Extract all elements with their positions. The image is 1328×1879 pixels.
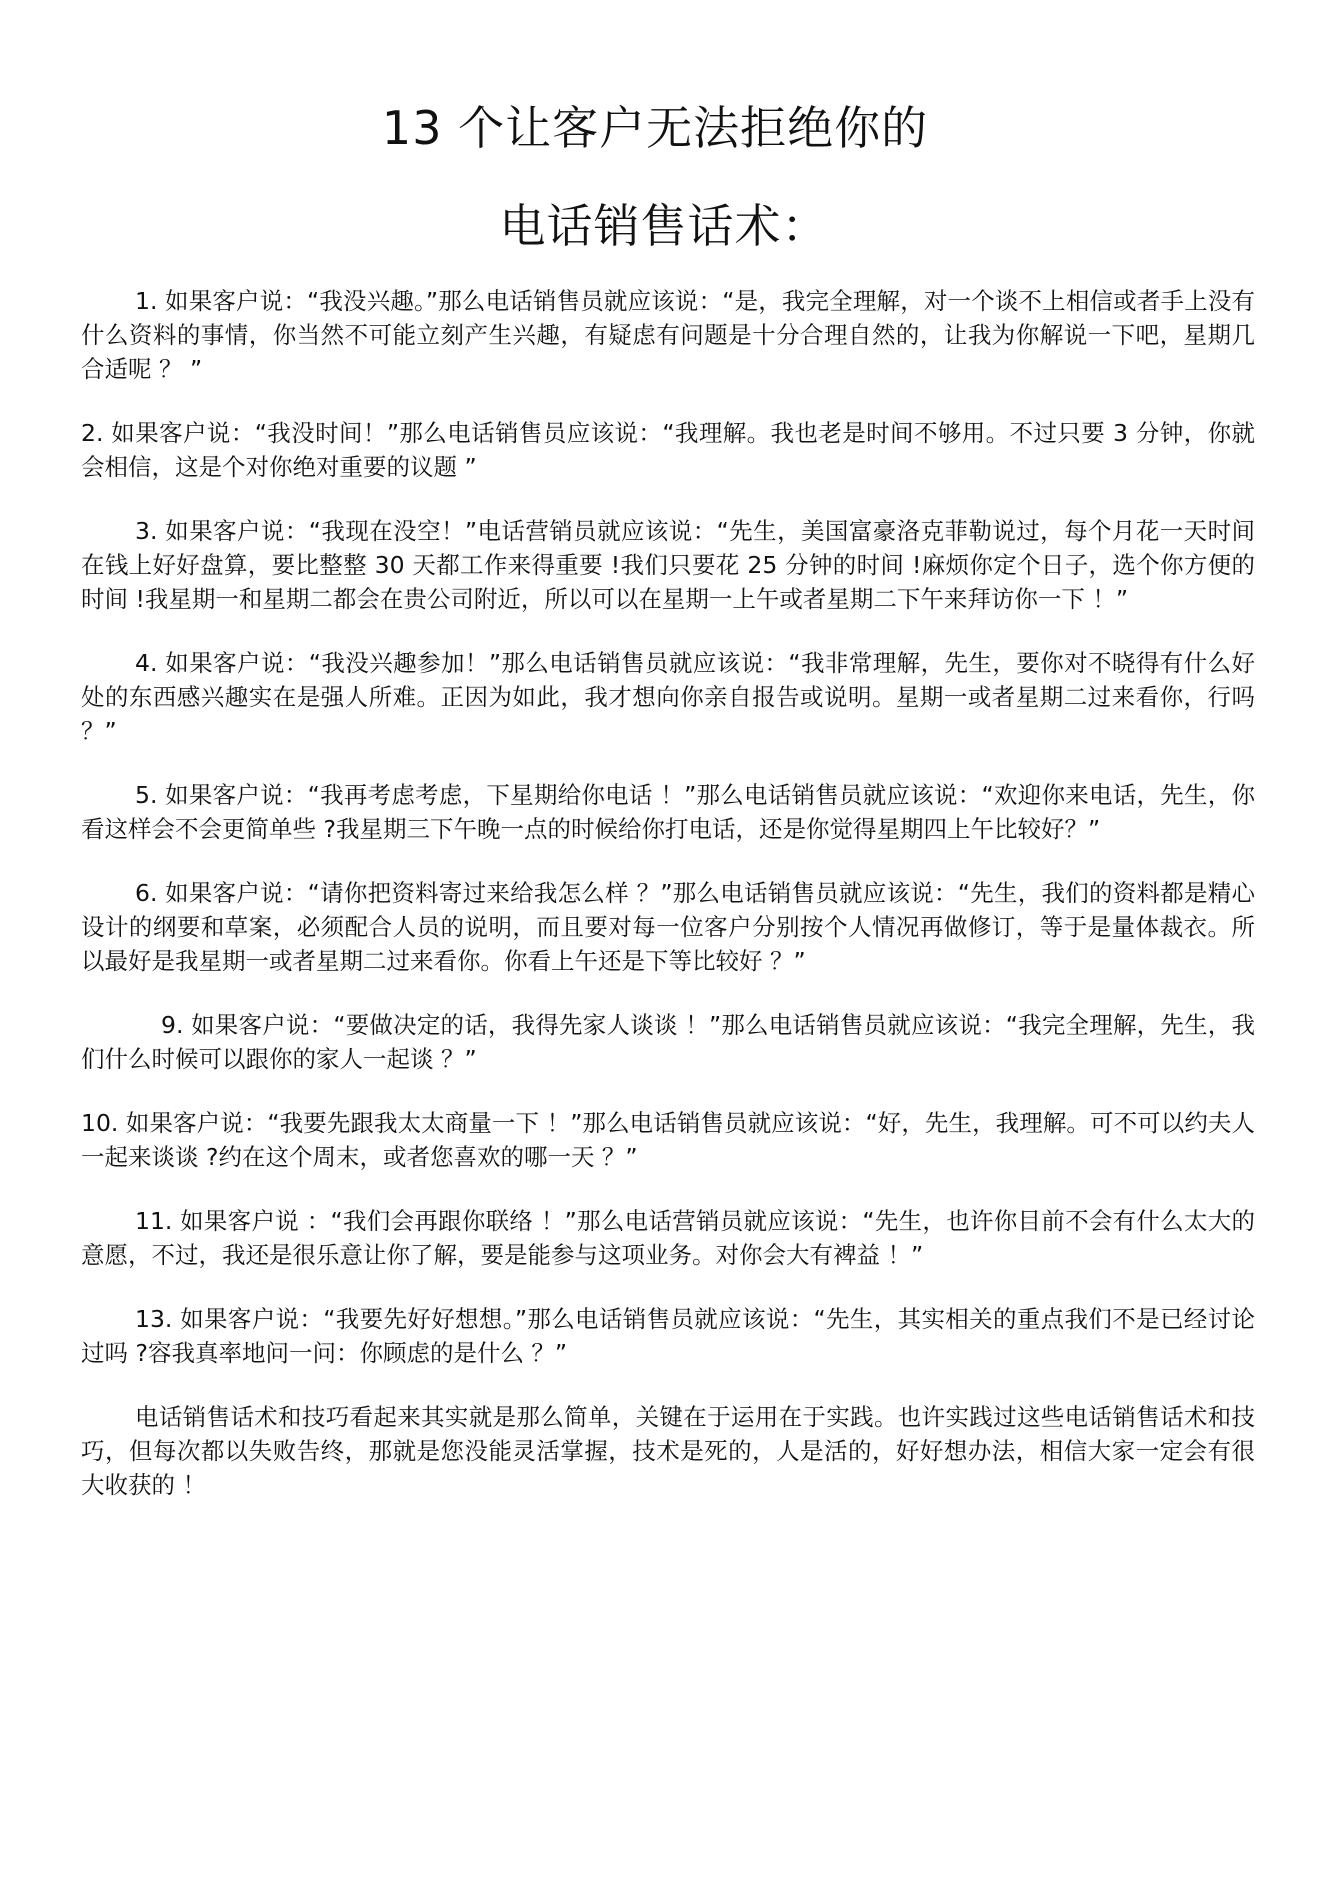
document-title-line-2: 电话销售话术：	[499, 199, 829, 253]
paragraph-item-3: 3. 如果客户说：“我现在没空！”电话营销员就应该说：“先生，美国富豪洛克菲勒说过，每个月花一天时间在钱上好好盘算，要比整整 30 天都工作来得重要 !我们只要花 25 分钟的时间 !麻烦你定个日子，选个你方便的时间 !我星期一和星期二都会在贵公司附近，所以可以在星期一上午或者星期二下午来拜访你一下 ！”	[81, 517, 1255, 613]
paragraph-item-13: 13. 如果客户说：“我要先好好想想。”那么电话销售员就应该说：“先生，其实相关的重点我们不是已经讨论过吗 ?容我真率地问一问：你顾虑的是什么 ？”	[81, 1305, 1255, 1367]
paragraph-item-5: 5. 如果客户说：“我再考虑考虑，下星期给你电话 ！”那么电话销售员就应该说：“欢迎你来电话，先生，你看这样会不会更简单些 ?我星期三下午晚一点的时候给你打电话，还是你觉得星期四上午比较好？”	[81, 781, 1255, 843]
document-title-line-1: 13 个让客户无法拒绝你的	[381, 101, 929, 155]
paragraph-item-2: 2. 如果客户说：“我没时间！”那么电话销售员应该说：“我理解。我也老是时间不够用。不过只要 3 分钟，你就会相信，这是个对你绝对重要的议题 ”	[81, 419, 1255, 481]
paragraph-item-4: 4. 如果客户说：“我没兴趣参加！”那么电话销售员就应该说：“我非常理解，先生，要你对不晓得有什么好处的东西感兴趣实在是强人所难。正因为如此，我才想向你亲自报告或说明。星期一或者星期二过来看你，行吗 ？”	[81, 649, 1255, 745]
paragraph-item-10: 10. 如果客户说：“我要先跟我太太商量一下 ！”那么电话销售员就应该说：“好，先生，我理解。可不可以约夫人一起来谈谈 ?约在这个周末，或者您喜欢的哪一天 ？”	[81, 1109, 1255, 1171]
paragraph-item-1: 1. 如果客户说：“我没兴趣。”那么电话销售员就应该说：“是，我完全理解，对一个谈不上相信或者手上没有什么资料的事情，你当然不可能立刻产生兴趣，有疑虑有问题是十分合理自然的，让我为你解说一下吧，星期几合适呢 ？ ”	[81, 287, 1255, 383]
paragraph-item-6: 6. 如果客户说：“请你把资料寄过来给我怎么样 ？”那么电话销售员就应该说：“先生，我们的资料都是精心设计的纲要和草案，必须配合人员的说明，而且要对每一位客户分别按个人情况再做修订，等于是量体裁衣。所以最好是我星期一或者星期二过来看你。你看上午还是下等比较好 ？”	[81, 879, 1255, 975]
paragraph-conclusion: 电话销售话术和技巧看起来其实就是那么简单，关键在于运用在于实践。也许实践过这些电话销售话术和技巧，但每次都以失败告终，那就是您没能灵活掌握，技术是死的，人是活的，好好想办法，相信大家一定会有很大收获的 ！	[81, 1403, 1255, 1499]
paragraph-item-11: 11. 如果客户说 ：“我们会再跟你联络 ！”那么电话营销员就应该说：“先生，也许你目前不会有什么太大的意愿，不过，我还是很乐意让你了解，要是能参与这项业务。对你会大有裨益 ！”	[81, 1207, 1255, 1269]
paragraph-item-9: 9. 如果客户说：“要做决定的话，我得先家人谈谈 ！”那么电话销售员就应该说：“我完全理解，先生，我们什么时候可以跟你的家人一起谈 ？”	[81, 1011, 1255, 1073]
document-body	[81, 284, 1255, 1532]
